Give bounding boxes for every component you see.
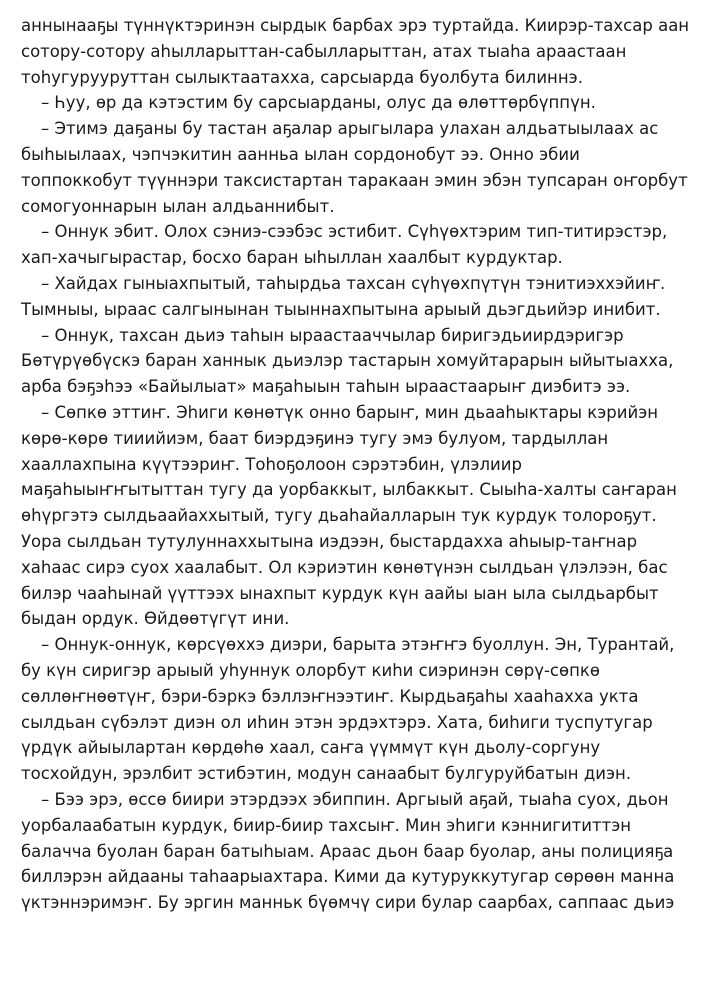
paragraph: аннынааҕы түннүктэринэн сырдык барбах эрэ туртайда. Киирэр-тахсар аан сотору-сотору аһылларыттан-сабылларыттан, атах тыаһа араастаан тоһугурууруттан сылыктаатахха, сарсыарда буолбута билиннэ.: [21, 16, 690, 87]
paragraph: – Һуу, өр да кэтэстим бу сарсыарданы, олус да өлөттөрбүппүн.: [41, 93, 596, 113]
paragraph: – Бээ эрэ, өссө биири этэрдээх эбиппин. Аргыый аҕай, тыаһа суох, дьон уорбалаабатын курдук, биир-биир тахсыҥ. Мин эһиги кэннигититтэн балачча буолан баран батыһыам. Араас дьон баар буолар, аны полицияҕа биллэрэн айдааны таһаарыахтара. Кими да кутуруккутугар сөрөөн манна үктэннэримэҥ. Бу эргин манньк бүөмчү сири булар саарбах, саппаас дьиэ: [21, 789, 675, 913]
paragraph: – Хайдах гыныахпытый, таһырдьа тахсан сүһүөхпүтүн тэнитиэххэйиҥ. Тымныы, ыраас салгынынан тыыннахпытына арыый дьэгдьийэр инибит.: [21, 273, 666, 319]
paragraph: – Оннук-оннук, көрсүөххэ диэри, барыта этэҥҥэ буоллун. Эн, Турантай, бу күн сиригэр арыый уһуннук олорбут киһи сиэринэн сөрү-сөпкө сөллөҥнөөтүҥ, бэри-бэркэ бэллэҥнээтиҥ. Кырдьаҕаһы хааһахха укта сылдьан сүбэлэт диэн ол иһин этэн эрдэхтэрэ. Хата, биһиги туспутугар үрдүк айыылартан көрдөһө хаал, саҥа үүммүт күн дьолу-соргуну тосхойдун, эрэлбит эстибэтин, модун санаабыт булгуруйбатын диэн.: [21, 635, 675, 784]
document-page: [21, 13, 691, 916]
paragraph: – Сөпкө эттиҥ. Эһиги көнөтүк онно барыҥ, мин дьааһыктары кэрийэн көрө-көрө тииийиэм, баат биэрдэҕинэ тугу эмэ булуом, тардыллан хааллахпына күүтээриҥ. Тоһоҕолоон сэрэтэбин, үлэлиир маҕаһыыҥҥытыттан тугу да уорбаккыт, ылбаккыт. Сыыһа-халты саҥаран өһүргэтэ сылдьаайаххытый, тугу дьаһайалларын тук курдук толороҕут. Уора сылдьан тутулуннаххытына иэдээн, быстардахха аһыыр-таҥнар хаһаас сирэ суох хаалабыт. Ол кэриэтин көнөтүнэн сылдьан үлэлээн, бас билэр чааһынай үүттээх ынахпыт курдук күн аайы ыан ыла сылдьарбыт быдан ордук. Өйдөөтүгүт ини.: [21, 402, 677, 629]
paragraph: – Оннук эбит. Олох сэниэ-сээбэс эстибит. Сүһүөхтэрим тип-титирэстэр, хап-хачыгырастар, босхо баран ыһыллан хаалбыт курдуктар.: [21, 222, 668, 268]
paragraph: – Этимэ даҕаны бу тастан аҕалар арыгылара улахан алдьатыылаах ас быһыылаах, чэпчэкитин аанньа ылан сордонобут ээ. Онно эбии топпоккобут түүннэри таксистартан таракаан эмин эбэн тупсаран оҥорбут сомогуоннарын ылан алдьаннибыт.: [21, 119, 688, 216]
paragraph: – Оннук, тахсан дьиэ таһын ыраастааччылар биригэдьиирдэригэр Бөтүрүөбүскэ баран ханнык дьиэлэр тастарын хомуйтарарын ыйытыахха, арба бэҕэһээ «Байылыат» маҕаһыын таһын ыраастаарыҥ диэбитэ ээ.: [21, 325, 674, 397]
